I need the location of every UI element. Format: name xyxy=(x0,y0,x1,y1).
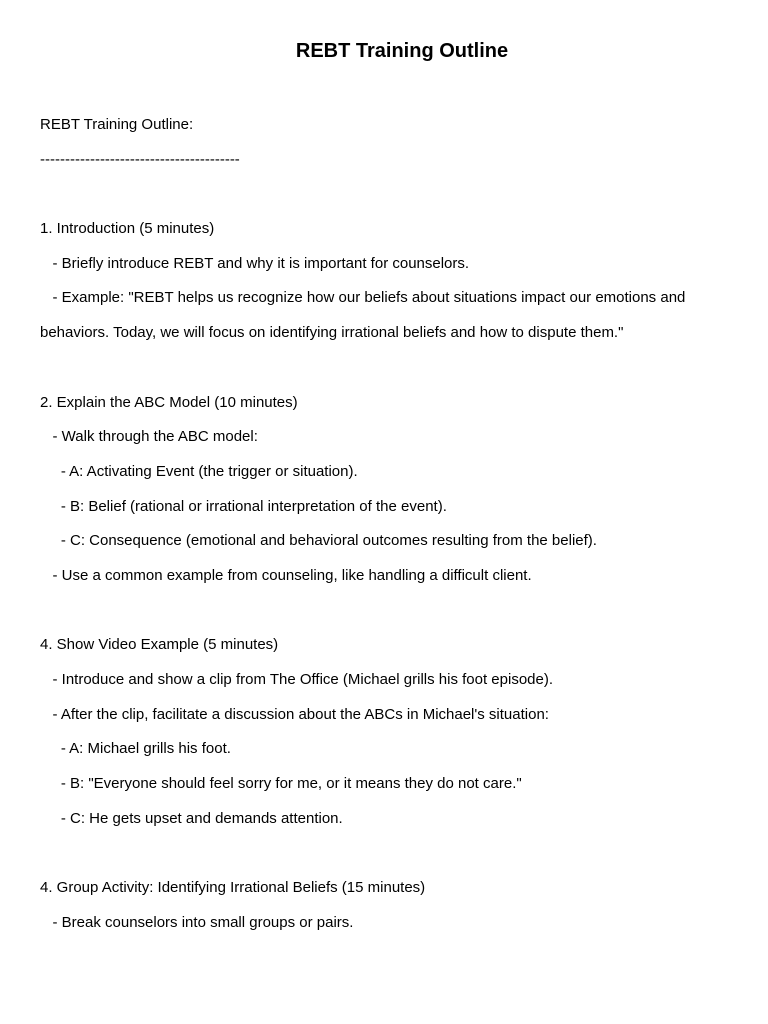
section-video-line: - C: He gets upset and demands attention. xyxy=(40,809,343,827)
section-intro-header: 1. Introduction (5 minutes) xyxy=(40,220,215,238)
divider-line: ---------------------------------------- xyxy=(40,150,240,168)
section-abc-line: - Walk through the ABC model: xyxy=(40,428,258,446)
section-abc-line: - Use a common example from counseling, like handling a difficult client. xyxy=(40,566,532,584)
blank-line xyxy=(40,177,740,212)
document-body xyxy=(40,108,740,941)
section-abc-line: - B: Belief (rational or irrational interpretation of the event). xyxy=(40,497,447,515)
blank-line xyxy=(40,836,740,871)
section-video-line: - Introduce and show a clip from The Office (Michael grills his foot episode). xyxy=(40,671,554,688)
section-intro-line: - Example: "REBT helps us recognize how our beliefs about situations impact our emotions and xyxy=(40,289,686,307)
section-video-header: 4. Show Video Example (5 minutes) xyxy=(40,636,279,654)
blank-line xyxy=(40,351,740,386)
section-abc-line: - C: Consequence (emotional and behavioral outcomes resulting from the belief). xyxy=(40,532,597,550)
section-abc-header: 2. Explain the ABC Model (10 minutes) xyxy=(40,393,298,411)
blank-line xyxy=(40,594,740,629)
document-title: REBT Training Outline xyxy=(295,40,509,62)
section-intro-line: - Briefly introduce REBT and why it is important for counselors. xyxy=(40,254,470,272)
outline-heading: REBT Training Outline: xyxy=(40,116,194,133)
section-video-line: - A: Michael grills his foot. xyxy=(40,740,231,758)
section-group-line: - Break counselors into small groups or pairs. xyxy=(40,913,354,931)
section-abc-line: - A: Activating Event (the trigger or situation). xyxy=(40,462,358,480)
section-group-header: 4. Group Activity: Identifying Irrational Beliefs (15 minutes) xyxy=(40,879,426,897)
section-intro-line: behaviors. Today, we will focus on identifying irrational beliefs and how to dispute them." xyxy=(40,324,624,342)
section-video-line: - After the clip, facilitate a discussion about the ABCs in Michael's situation: xyxy=(40,705,549,723)
section-video-line: - B: "Everyone should feel sorry for me, or it means they do not care." xyxy=(40,775,522,793)
